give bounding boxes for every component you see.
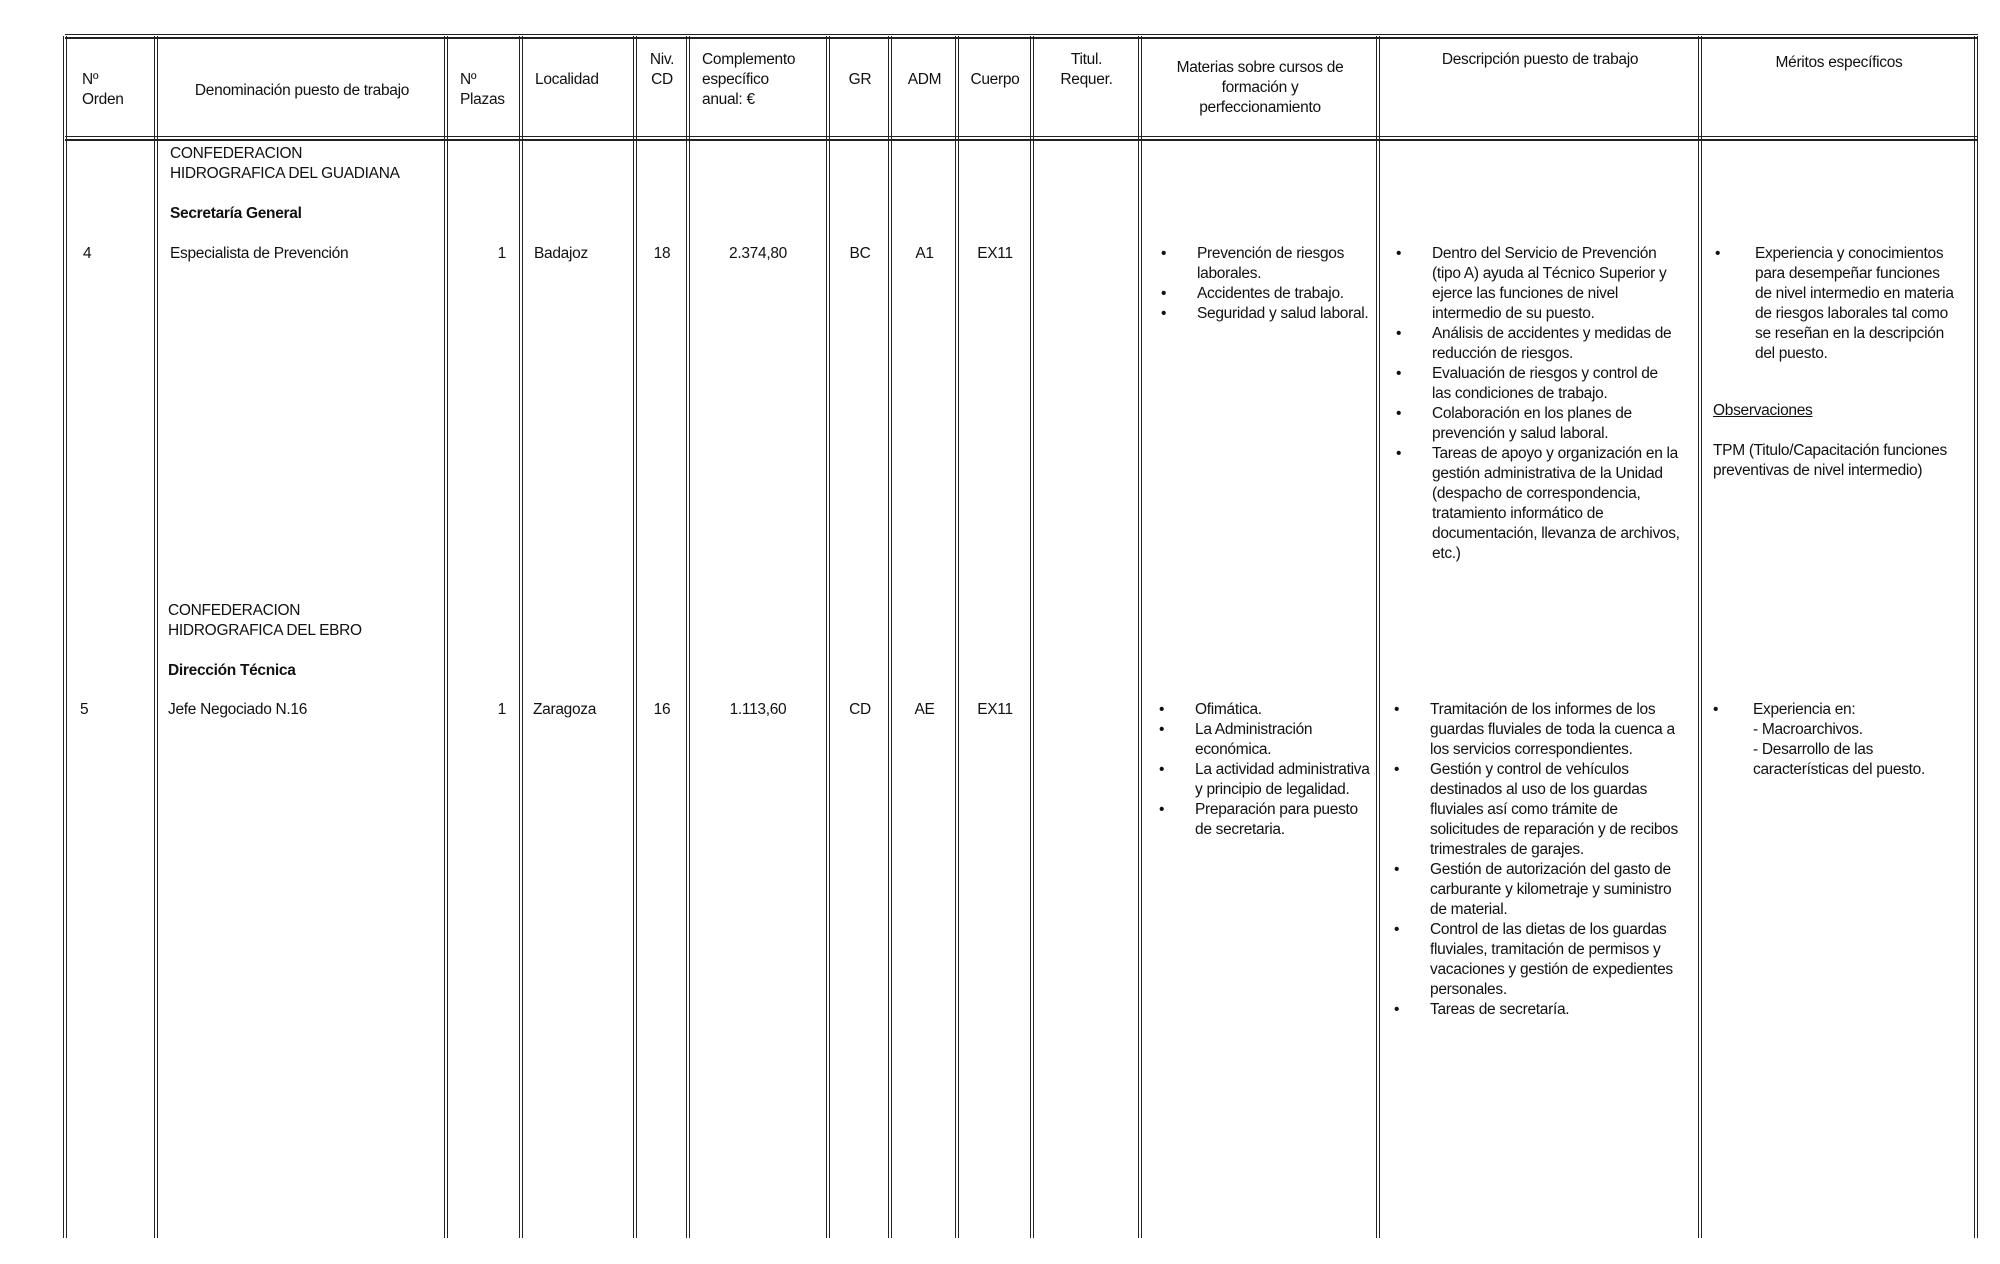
cell-orden: 4	[83, 245, 92, 262]
column-divider	[1698, 36, 1702, 1238]
list-item: • La Administración económica.	[1159, 720, 1371, 760]
column-divider	[633, 36, 637, 1238]
column-divider	[1376, 36, 1380, 1238]
header-adm: ADM	[907, 71, 942, 88]
header-meritos: Méritos específicos	[1775, 54, 1903, 71]
list-item: • Tareas de secretaría.	[1394, 1000, 1684, 1020]
cell-complemento: 2.374,80	[729, 245, 787, 262]
cell-denominacion: Especialista de Prevención	[170, 245, 349, 262]
list-item: - Desarrollo de las características del puesto.	[1753, 741, 1925, 778]
list-item: - Macroarchivos.	[1753, 721, 1863, 738]
list-item: • Accidentes de trabajo.	[1161, 284, 1371, 304]
column-divider	[955, 36, 959, 1238]
column-divider	[154, 36, 158, 1238]
list-item: • Colaboración en los planes de prevención y salud laboral.	[1396, 404, 1680, 444]
cell-adm: A1	[915, 245, 934, 262]
column-divider	[826, 36, 830, 1238]
unit-name: Secretaría General	[170, 205, 302, 222]
list-item: • Dentro del Servicio de Prevención (tipo A) ayuda al Técnico Superior y ejerce las funciones de nivel intermedio de su puesto.	[1396, 244, 1680, 324]
cell-plazas: 1	[497, 701, 506, 718]
list-item: • Ofimática.	[1159, 700, 1371, 720]
column-divider	[888, 36, 892, 1238]
cell-plazas: 1	[497, 245, 506, 262]
cell-localidad: Badajoz	[534, 245, 588, 262]
column-divider	[1974, 36, 1978, 1238]
materias-list	[1161, 244, 1371, 324]
descripcion-list	[1396, 244, 1680, 564]
observaciones-text: TPM (Titulo/Capacitación funciones preventivas de nivel intermedio)	[1713, 442, 1947, 479]
list-item: • Gestión de autorización del gasto de carburante y kilometraje y suministro de material.	[1394, 860, 1684, 920]
list-item: • La actividad administrativa y principio de legalidad.	[1159, 760, 1371, 800]
observaciones-label: Observaciones	[1713, 402, 1813, 419]
list-item: • Análisis de accidentes y medidas de reducción de riesgos.	[1396, 324, 1680, 364]
cell-nivel: 18	[653, 245, 671, 262]
header-orden: Nº Orden	[82, 71, 124, 108]
column-divider	[686, 36, 690, 1238]
cell-gr: BC	[849, 245, 871, 262]
meritos-sublist	[1753, 720, 1968, 780]
list-item: • Evaluación de riesgos y control de las condiciones de trabajo.	[1396, 364, 1680, 404]
meritos-list	[1713, 700, 1973, 720]
header-cuerpo: Cuerpo	[970, 71, 1020, 88]
descripcion-list	[1394, 700, 1684, 1020]
header-plazas: Nº Plazas	[460, 71, 505, 108]
list-item: • Prevención de riesgos laborales.	[1161, 244, 1371, 284]
header-localidad: Localidad	[535, 71, 599, 88]
meritos-list	[1715, 244, 1959, 364]
header-top-border	[65, 34, 1978, 39]
materias-list	[1159, 700, 1371, 840]
header-bottom-border	[65, 136, 1978, 141]
column-divider	[1030, 36, 1034, 1238]
cell-complemento: 1.113,60	[729, 701, 787, 718]
header-titul: Titul. Requer.	[1060, 51, 1113, 88]
column-divider	[63, 36, 67, 1238]
list-item: • Tramitación de los informes de los guardas fluviales de toda la cuenca a los servicios correspondientes.	[1394, 700, 1684, 760]
cell-orden: 5	[80, 701, 89, 718]
column-divider	[444, 36, 448, 1238]
organism-name: CONFEDERACION HIDROGRAFICA DEL EBRO	[168, 602, 362, 639]
list-item: • Preparación para puesto de secretaria.	[1159, 800, 1371, 840]
cell-adm: AE	[914, 701, 935, 718]
header-gr: GR	[848, 71, 872, 88]
column-divider	[519, 36, 523, 1238]
cell-cuerpo: EX11	[977, 245, 1013, 262]
header-nivel: Niv. CD	[649, 51, 675, 88]
list-item: • Tareas de apoyo y organización en la gestión administrativa de la Unidad (despacho de correspondencia, tratamiento informático de documentación, llevanza de archivos, etc.)	[1396, 444, 1680, 564]
list-item: • Experiencia y conocimientos para desempeñar funciones de nivel intermedio en materia de riesgos laborales tal como se reseñan en la descripción del puesto.	[1715, 244, 1959, 364]
cell-nivel: 16	[653, 701, 671, 718]
cell-gr: CD	[849, 701, 871, 718]
list-item: • Control de las dietas de los guardas fluviales, tramitación de permisos y vacaciones y gestión de expedientes personales.	[1394, 920, 1684, 1000]
organism-name: CONFEDERACION HIDROGRAFICA DEL GUADIANA	[170, 145, 400, 182]
list-item: • Gestión y control de vehículos destinados al uso de los guardas fluviales así como trámite de solicitudes de reparación y de recibos trimestrales de garajes.	[1394, 760, 1684, 860]
header-denominacion: Denominación puesto de trabajo	[194, 82, 410, 99]
cell-denominacion: Jefe Negociado N.16	[168, 701, 308, 718]
header-complemento: Complemento específico anual: €	[702, 51, 796, 108]
header-descripcion: Descripción puesto de trabajo	[1441, 51, 1639, 68]
header-materias: Materias sobre cursos de formación y perfeccionamiento	[1176, 59, 1344, 116]
unit-name: Dirección Técnica	[168, 662, 296, 679]
list-item: • Experiencia en:	[1713, 700, 1973, 720]
list-item: • Seguridad y salud laboral.	[1161, 304, 1371, 324]
column-divider	[1138, 36, 1142, 1238]
cell-localidad: Zaragoza	[533, 701, 597, 718]
cell-cuerpo: EX11	[977, 701, 1013, 718]
